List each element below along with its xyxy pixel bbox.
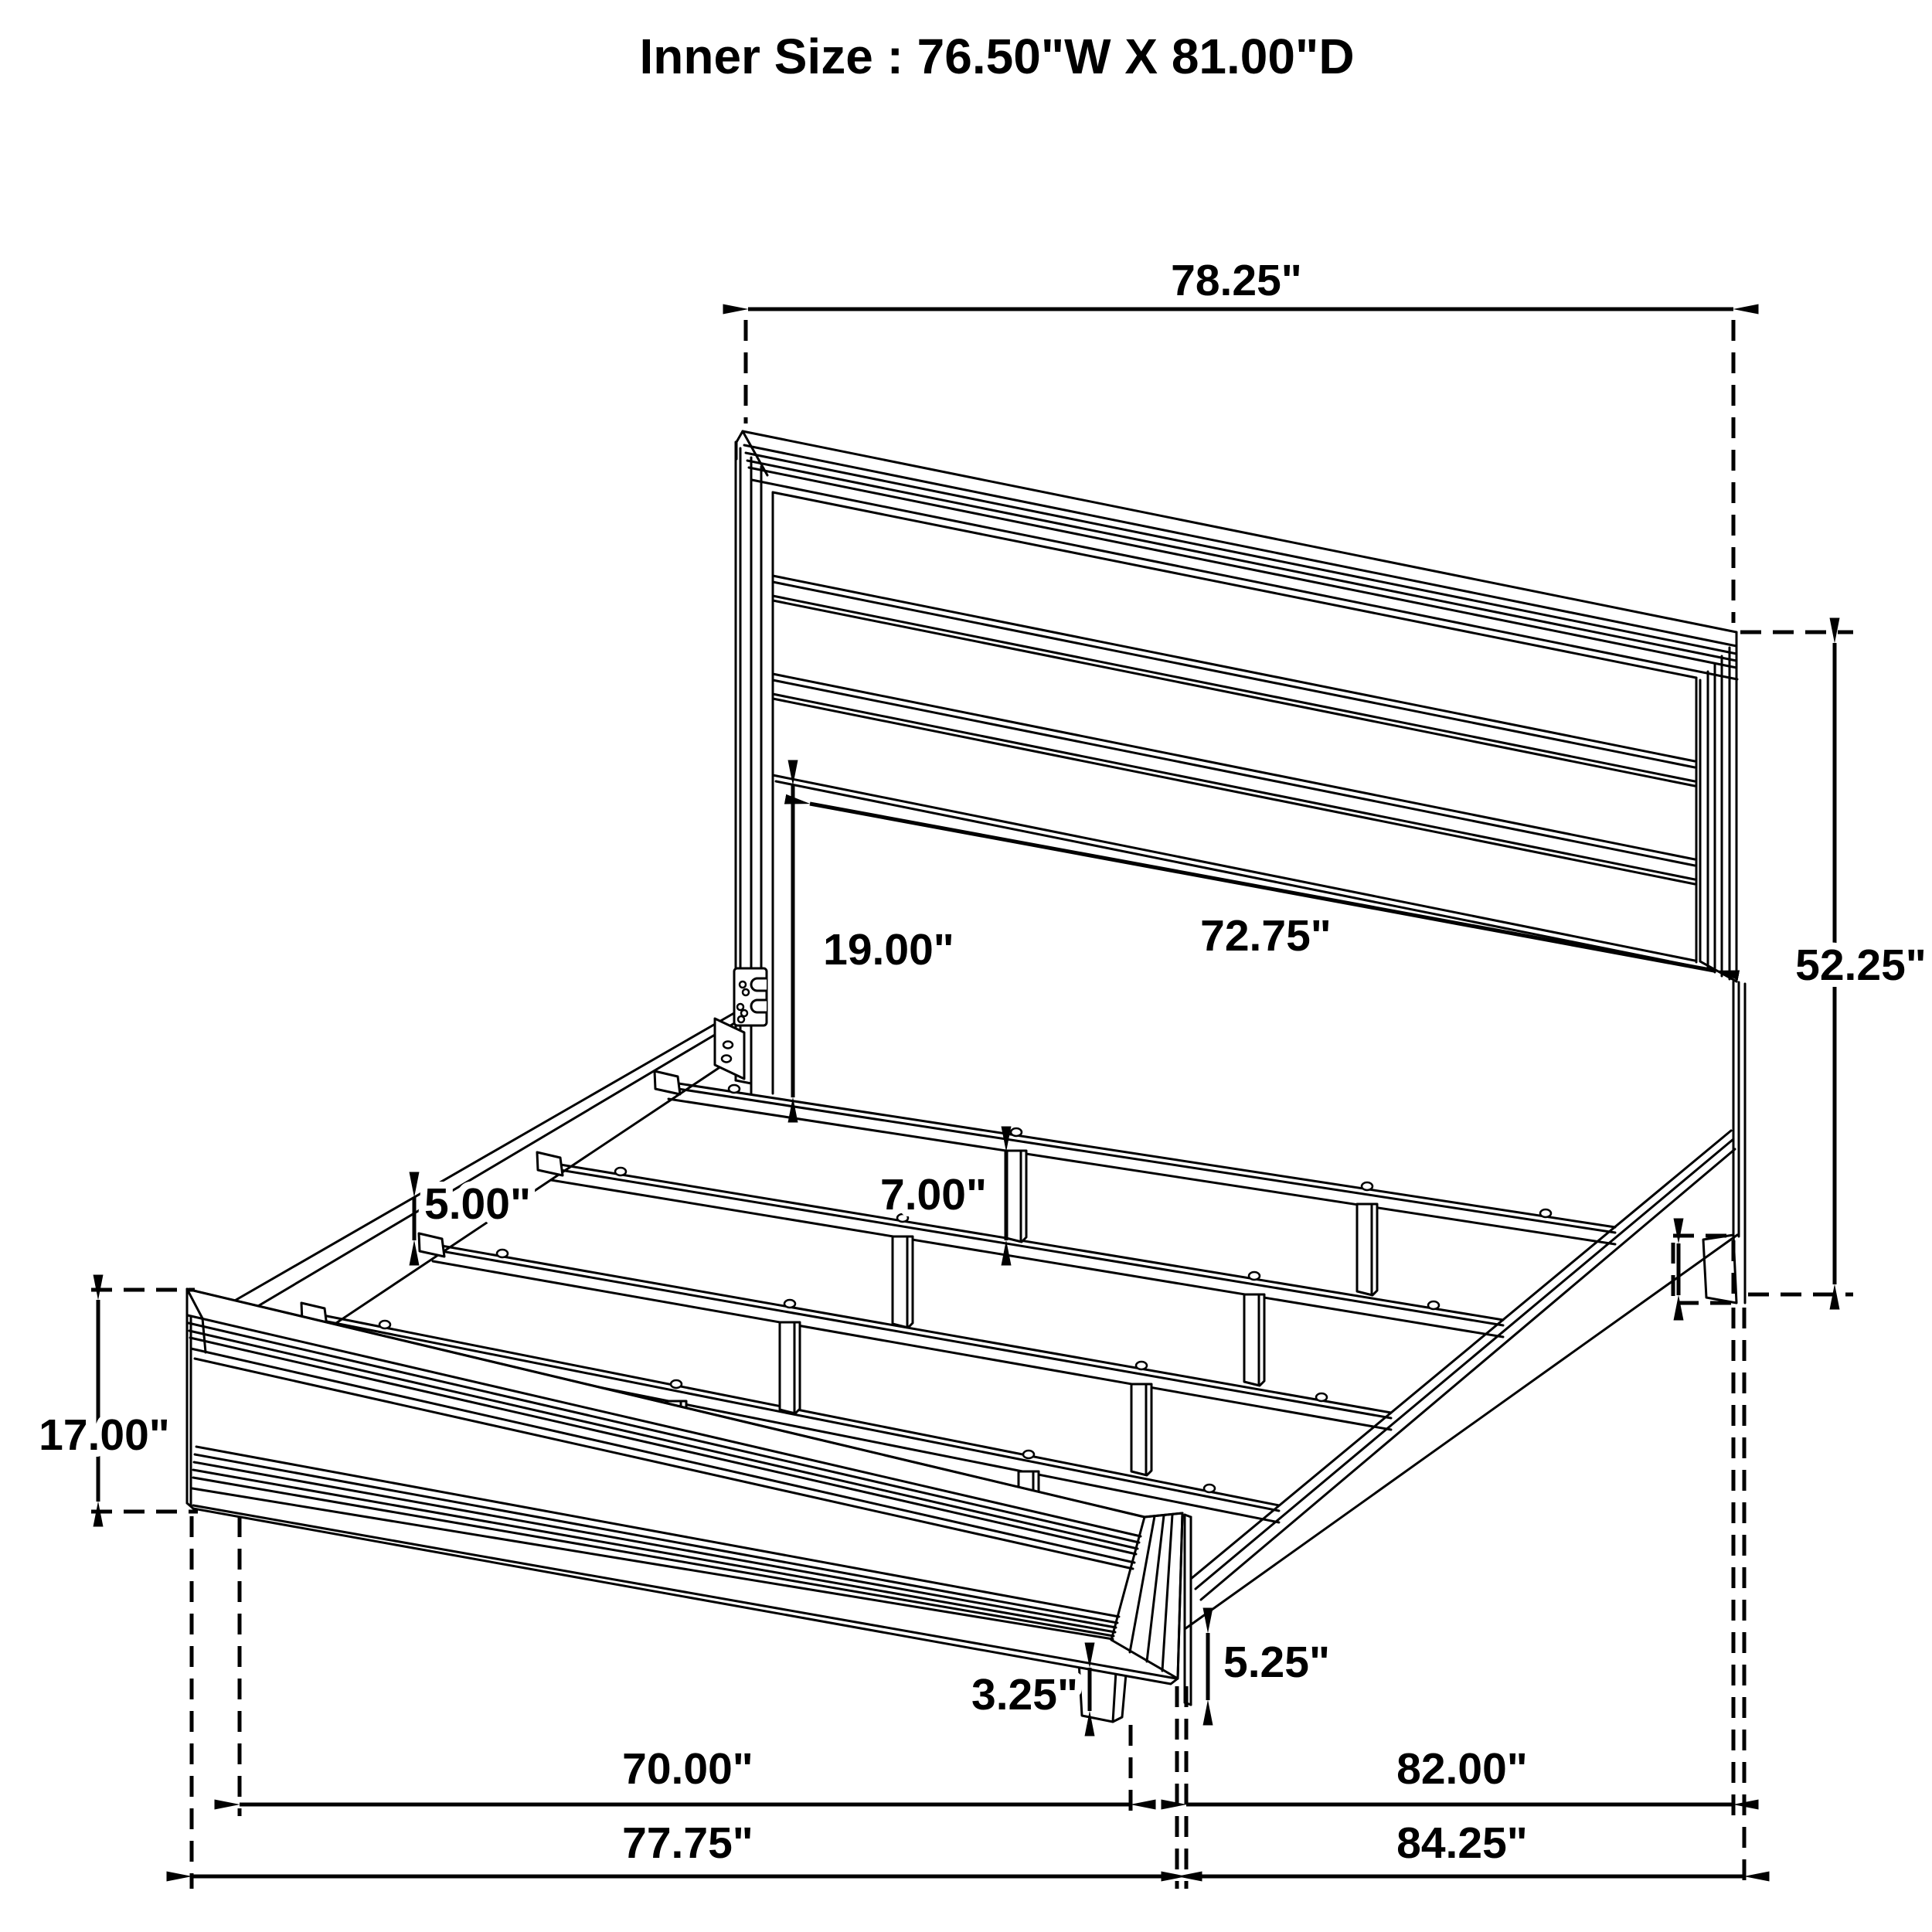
dim-label-footboard-leg-height: 3.25"	[971, 1670, 1078, 1719]
slat-4	[655, 1071, 1615, 1244]
dim-label-overall-length: 84.25"	[1396, 1818, 1528, 1868]
dim-label-headboard-width: 78.25"	[1171, 256, 1302, 305]
dim-label-panel-clearance: 19.00"	[823, 925, 954, 975]
dim-label-headboard-inner-width: 72.75"	[1200, 911, 1332, 961]
dim-label-support-leg-height: 7.00"	[880, 1170, 987, 1219]
dim-label-footboard-height: 17.00"	[39, 1410, 170, 1460]
headboard-bracket	[734, 968, 767, 1026]
dim-label-footboard-inner-width: 70.00"	[622, 1744, 753, 1794]
dim-label-side-rail-height: 5.00"	[424, 1179, 531, 1229]
footboard	[187, 1289, 1182, 1722]
page-title: Inner Size : 76.50"W X 81.00"D	[639, 29, 1355, 84]
dim-label-side-rail-length: 82.00"	[1396, 1744, 1528, 1794]
dim-label-headboard-height: 52.25"	[1795, 940, 1927, 990]
dim-label-rail-floor-clearance: 5.25"	[1223, 1638, 1330, 1687]
dim-label-footboard-outer-width: 77.75"	[622, 1818, 753, 1868]
